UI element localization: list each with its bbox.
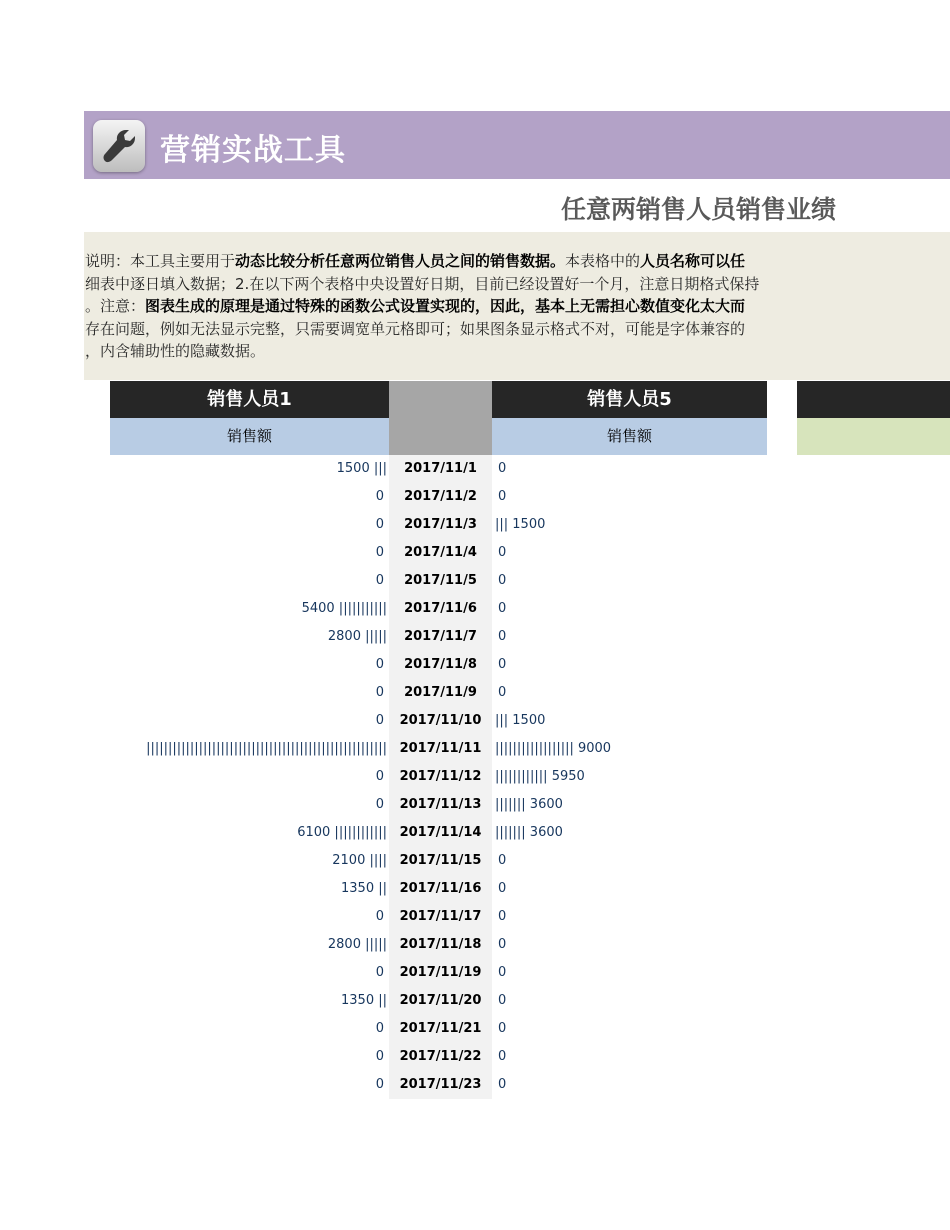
left-sales-cell[interactable]: 0 <box>375 1021 384 1036</box>
right-sales-cell[interactable]: 0 <box>498 853 507 868</box>
third-table-subheader <box>797 418 950 455</box>
left-sales-cell[interactable]: 0 <box>375 965 384 980</box>
date-cell[interactable]: 2017/11/20 <box>389 987 492 1015</box>
date-cell[interactable]: 2017/11/11 <box>389 735 492 763</box>
right-sales-cell[interactable]: 0 <box>498 1077 507 1092</box>
left-sales-cell[interactable]: 2100 |||| <box>332 853 387 868</box>
left-sales-cell[interactable]: 0 <box>375 545 384 560</box>
right-sales-cell[interactable]: 0 <box>498 909 507 924</box>
right-sales-cell[interactable]: 0 <box>498 545 507 560</box>
right-sales-cell[interactable]: 0 <box>498 965 507 980</box>
date-cell[interactable]: 2017/11/5 <box>389 567 492 595</box>
right-sales-cell[interactable]: 0 <box>498 1021 507 1036</box>
description-text <box>85 250 837 363</box>
table-row <box>0 539 950 567</box>
table-row <box>0 987 950 1015</box>
description-line <box>85 250 837 273</box>
right-sales-cell[interactable]: 0 <box>498 685 507 700</box>
left-sales-cell[interactable]: 0 <box>375 713 384 728</box>
left-sales-cell[interactable]: 2800 ||||| <box>327 937 387 952</box>
table-row <box>0 567 950 595</box>
table-row <box>0 1043 950 1071</box>
right-sales-cell[interactable]: |||||||||||||||||| 9000 <box>495 741 612 756</box>
table-row <box>0 483 950 511</box>
left-sales-cell[interactable]: 0 <box>375 1049 384 1064</box>
table-row <box>0 875 950 903</box>
table-row <box>0 651 950 679</box>
right-sales-cell[interactable]: 0 <box>498 461 507 476</box>
table-row <box>0 623 950 651</box>
right-sales-cell[interactable]: 0 <box>498 881 507 896</box>
date-cell[interactable]: 2017/11/3 <box>389 511 492 539</box>
date-cell[interactable]: 2017/11/8 <box>389 651 492 679</box>
description-emphasis: 人员名称可以任 <box>640 252 746 270</box>
date-cell[interactable]: 2017/11/10 <box>389 707 492 735</box>
date-cell[interactable]: 2017/11/1 <box>389 455 492 483</box>
left-sales-cell[interactable]: 1500 ||| <box>336 461 387 476</box>
left-person-header[interactable]: 销售人员1 <box>110 381 389 418</box>
left-sales-cell[interactable]: 0 <box>375 685 384 700</box>
date-cell[interactable]: 2017/11/9 <box>389 679 492 707</box>
date-cell[interactable]: 2017/11/16 <box>389 875 492 903</box>
left-sales-cell[interactable]: 5400 ||||||||||| <box>301 601 387 616</box>
description-segment: ，内含辅助性的隐藏数据。 <box>85 342 266 360</box>
table-row <box>0 903 950 931</box>
right-person-header[interactable]: 销售人员5 <box>492 381 767 418</box>
description-line <box>85 340 837 363</box>
table-row <box>0 735 950 763</box>
right-sales-cell[interactable]: 0 <box>498 629 507 644</box>
table-row <box>0 791 950 819</box>
description-segment: 。注意： <box>85 297 146 315</box>
left-sales-cell[interactable]: 1350 || <box>341 881 387 896</box>
page-title: 任意两销售人员销售业绩 <box>560 195 836 224</box>
right-sales-cell[interactable]: 0 <box>498 1049 507 1064</box>
date-cell[interactable]: 2017/11/15 <box>389 847 492 875</box>
third-table-header <box>797 381 950 418</box>
left-sales-cell[interactable]: 0 <box>375 1077 384 1092</box>
right-sales-cell[interactable]: ||||||| 3600 <box>495 825 563 840</box>
wrench-icon <box>93 120 145 172</box>
date-column-header <box>389 381 492 455</box>
date-cell[interactable]: 2017/11/12 <box>389 763 492 791</box>
right-sales-cell[interactable]: 0 <box>498 657 507 672</box>
table-row <box>0 511 950 539</box>
left-sales-cell[interactable]: 6100 |||||||||||| <box>297 825 387 840</box>
date-cell[interactable]: 2017/11/2 <box>389 483 492 511</box>
table-row <box>0 595 950 623</box>
banner-title: 营销实战工具 <box>160 133 346 168</box>
table-row <box>0 707 950 735</box>
right-sales-cell[interactable]: |||||||||||| 5950 <box>495 769 585 784</box>
table-row <box>0 959 950 987</box>
date-cell[interactable]: 2017/11/19 <box>389 959 492 987</box>
right-sales-cell[interactable]: 0 <box>498 489 507 504</box>
table-row <box>0 1071 950 1099</box>
table-row <box>0 679 950 707</box>
right-sales-label: 销售额 <box>492 418 767 455</box>
table-row <box>0 1015 950 1043</box>
right-sales-cell[interactable]: 0 <box>498 601 507 616</box>
date-cell[interactable]: 2017/11/17 <box>389 903 492 931</box>
date-cell[interactable]: 2017/11/18 <box>389 931 492 959</box>
date-cell[interactable]: 2017/11/6 <box>389 595 492 623</box>
date-cell[interactable]: 2017/11/13 <box>389 791 492 819</box>
right-sales-cell[interactable]: ||| 1500 <box>495 713 546 728</box>
left-sales-cell[interactable]: 0 <box>375 657 384 672</box>
table-row <box>0 455 950 483</box>
table-row <box>0 763 950 791</box>
right-sales-cell[interactable]: 0 <box>498 937 507 952</box>
description-line <box>85 295 837 318</box>
left-sales-cell[interactable]: 0 <box>375 909 384 924</box>
description-emphasis: 图表生成的原理是通过特殊的函数公式设置实现的，因此，基本上无需担心数值变化太大而 <box>145 297 746 315</box>
sales-comparison-rows <box>0 455 950 1099</box>
date-cell[interactable]: 2017/11/4 <box>389 539 492 567</box>
right-sales-cell[interactable]: ||||||| 3600 <box>495 797 563 812</box>
right-sales-cell[interactable]: 0 <box>498 573 507 588</box>
date-cell[interactable]: 2017/11/23 <box>389 1071 492 1099</box>
left-sales-cell[interactable]: 2800 ||||| <box>327 629 387 644</box>
description-segment: 本表格中的 <box>565 252 641 270</box>
date-cell[interactable]: 2017/11/22 <box>389 1043 492 1071</box>
right-sales-cell[interactable]: ||| 1500 <box>495 517 546 532</box>
description-emphasis: 动态比较分析任意两位销售人员之间的销售数据。 <box>235 252 566 270</box>
date-cell[interactable]: 2017/11/7 <box>389 623 492 651</box>
left-sales-cell[interactable]: 0 <box>375 573 384 588</box>
description-segment: 存在问题，例如无法显示完整，只需要调宽单元格即可；如果图条显示格式不对，可能是字体兼容的 <box>85 319 746 338</box>
table-row <box>0 847 950 875</box>
right-sales-cell[interactable]: 0 <box>498 993 507 1008</box>
table-row <box>0 931 950 959</box>
description-segment: 细表中逐日填入数据；2.在以下两个表格中央设置好日期，目前已经设置好一个月，注意日期格式保持 <box>85 274 760 293</box>
banner <box>84 111 950 179</box>
left-sales-cell[interactable]: 0 <box>375 489 384 504</box>
left-sales-cell[interactable]: 0 <box>375 517 384 532</box>
description-line <box>85 318 837 341</box>
description-line <box>85 273 837 296</box>
left-sales-label: 销售额 <box>110 418 389 455</box>
date-cell[interactable]: 2017/11/21 <box>389 1015 492 1043</box>
description-segment: 说明：本工具主要用于 <box>85 252 236 270</box>
table-row <box>0 819 950 847</box>
description-box <box>84 232 950 380</box>
left-sales-cell[interactable]: 0 <box>375 797 384 812</box>
left-sales-cell[interactable]: ||||||||||||||||||||||||||||||||||||||||||||||||||||||| <box>146 741 387 756</box>
left-sales-cell[interactable]: 1350 || <box>341 993 387 1008</box>
left-sales-cell[interactable]: 0 <box>375 769 384 784</box>
date-cell[interactable]: 2017/11/14 <box>389 819 492 847</box>
